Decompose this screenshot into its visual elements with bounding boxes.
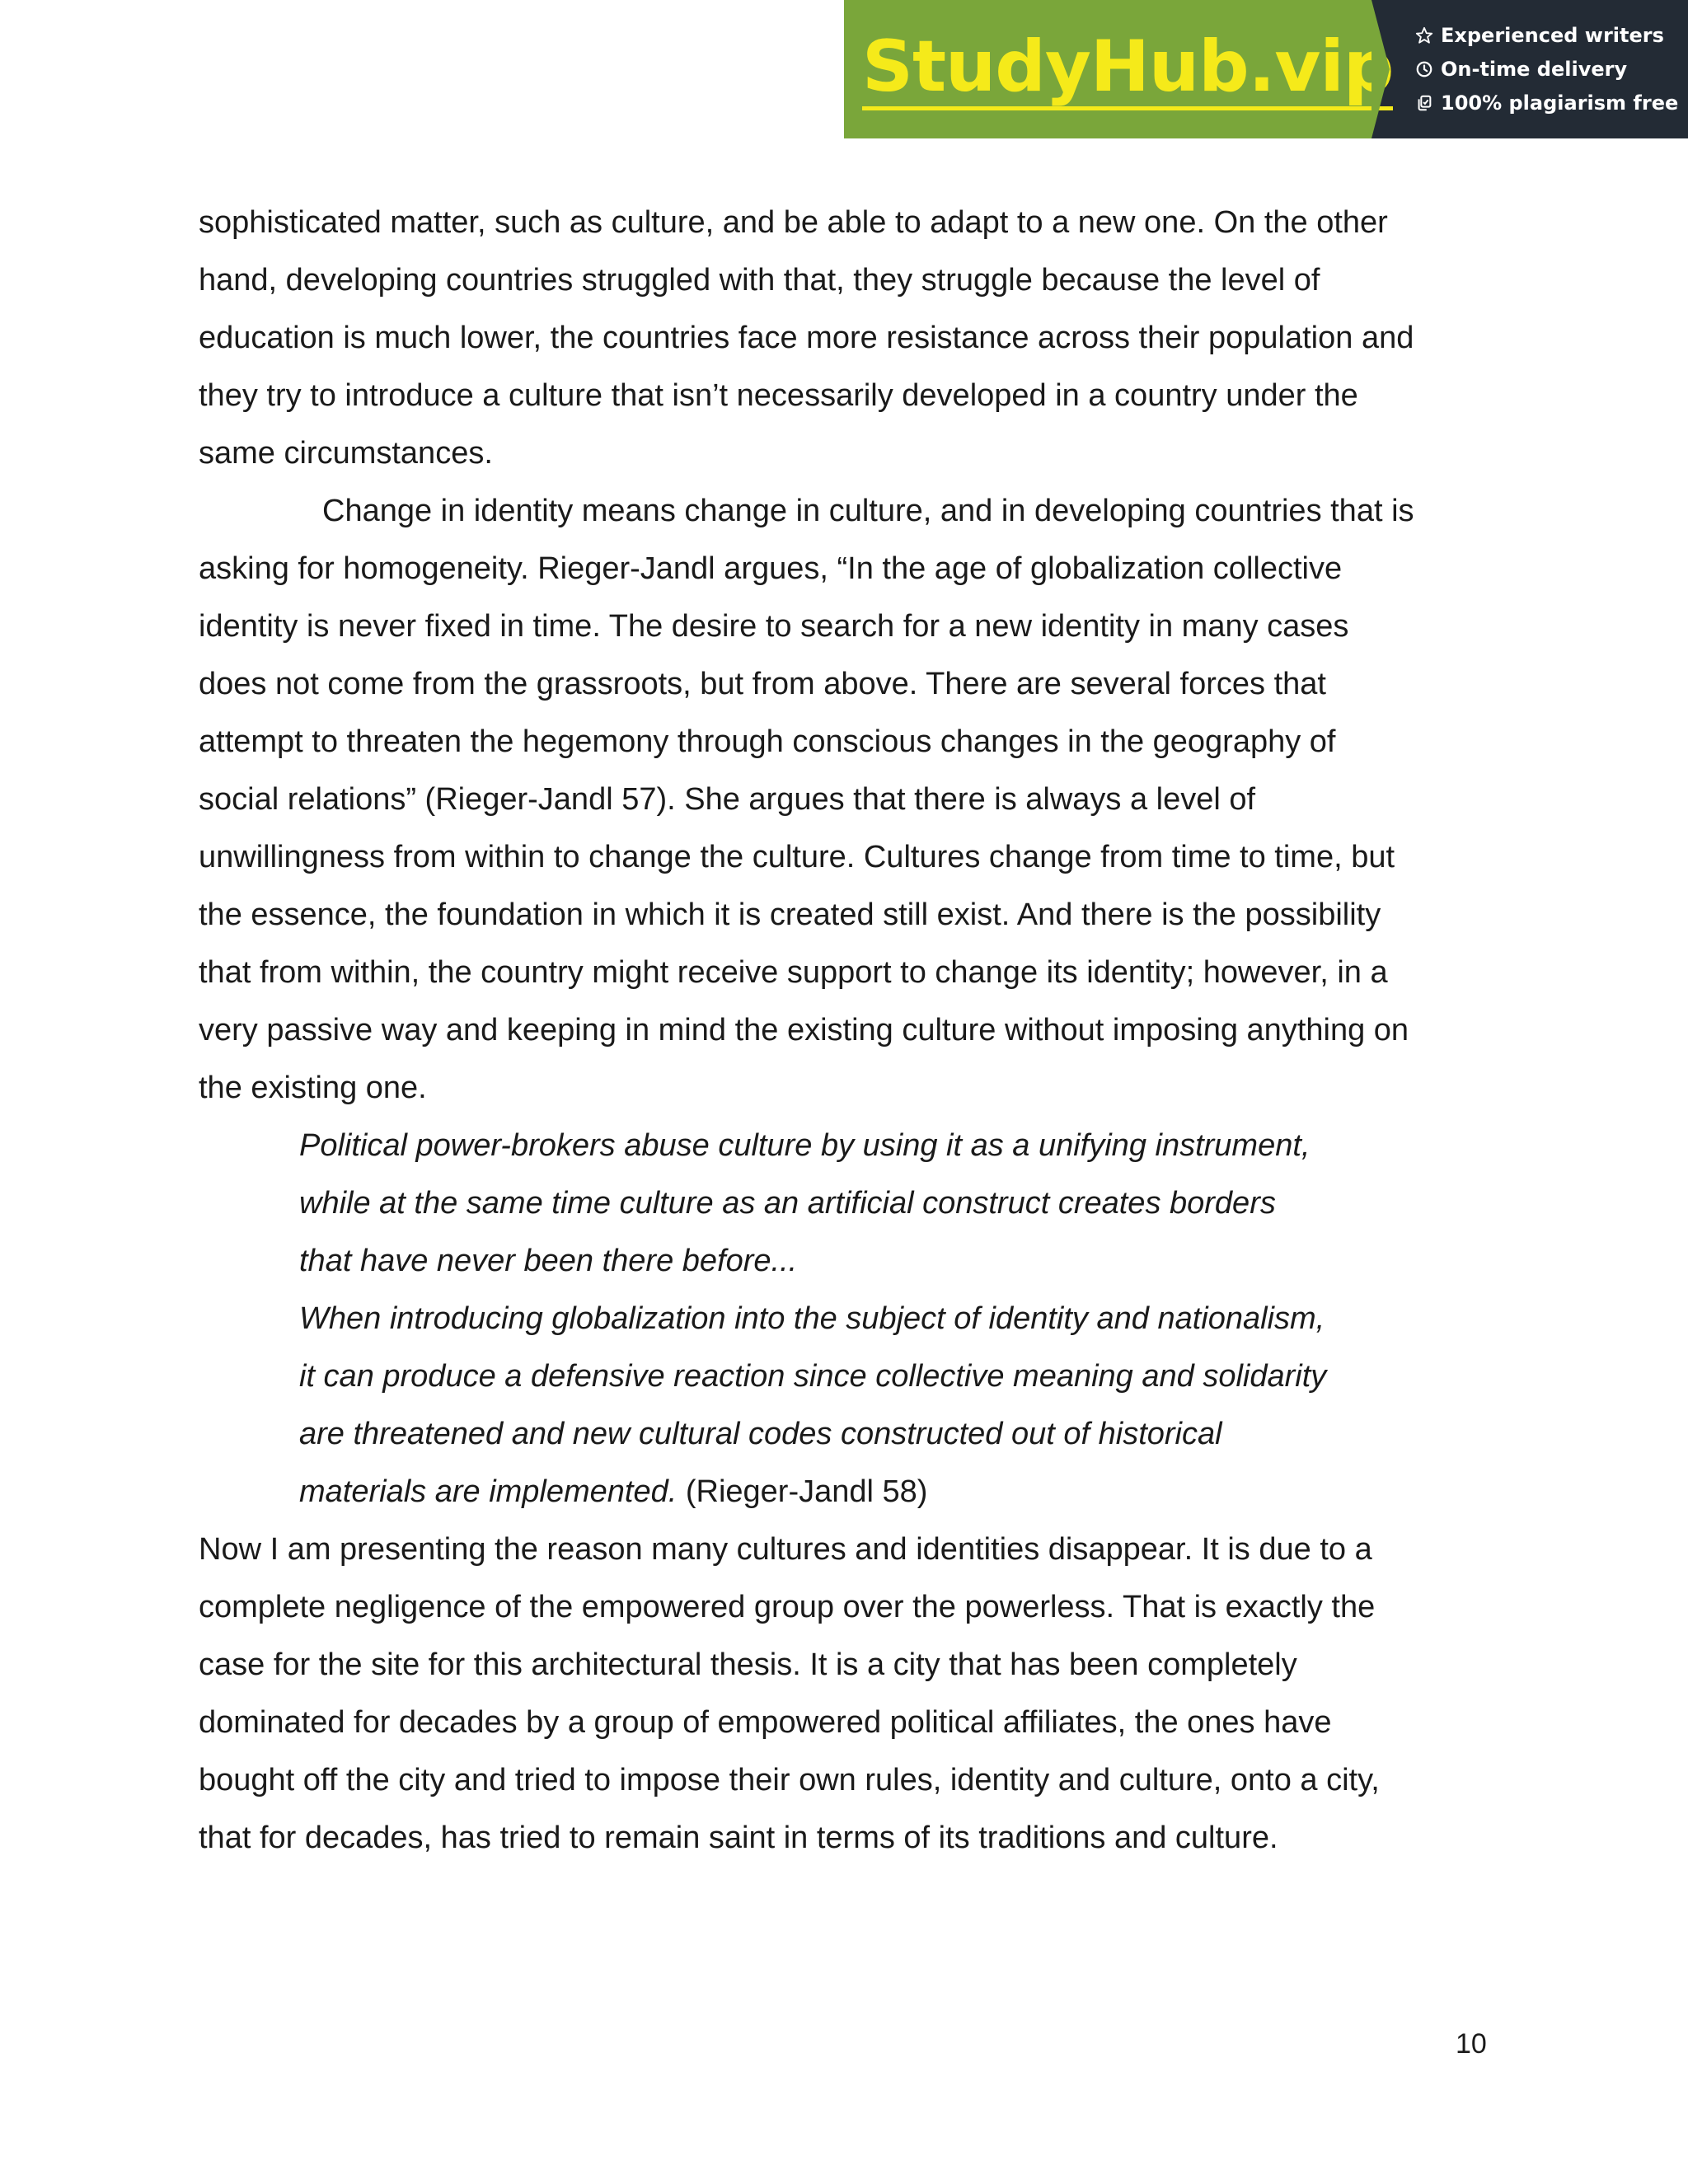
- text-line: hand, developing countries struggled with that, they struggle because the level of: [199, 263, 1320, 298]
- feature-label: 100% plagiarism free: [1441, 91, 1679, 115]
- quote-line: When introducing globalization into the subject of identity and nationalism,: [299, 1301, 1325, 1336]
- text-line: does not come from the grassroots, but from above. There are several forces that: [199, 667, 1326, 701]
- text-line: unwillingness from within to change the culture. Cultures change from time to time, but: [199, 840, 1395, 874]
- quote-last-text: materials are implemented.: [299, 1474, 678, 1509]
- text-line: education is much lower, the countries face more resistance across their population and: [199, 321, 1414, 355]
- banner-features: [1372, 0, 1688, 138]
- quote-line: [199, 1463, 1501, 1521]
- document-body: [199, 194, 1501, 1867]
- feature-on-time-delivery: [1413, 55, 1688, 84]
- text-line: sophisticated matter, such as culture, and be able to adapt to a new one. On the other: [199, 205, 1388, 240]
- quote-line: that have never been there before...: [299, 1244, 798, 1278]
- star-icon: [1413, 26, 1436, 45]
- text-line: identity is never fixed in time. The desire to search for a new identity in many cases: [199, 609, 1349, 644]
- text-line: same circumstances.: [199, 436, 493, 471]
- text-line: very passive way and keeping in mind the existing culture without imposing anything on: [199, 1013, 1409, 1047]
- quote-line: while at the same time culture as an artificial construct creates borders: [299, 1186, 1276, 1221]
- copy-icon: [1413, 94, 1436, 112]
- feature-plagiarism-free: [1413, 89, 1688, 118]
- block-quote: [199, 1117, 1501, 1521]
- text-line: complete negligence of the empowered group over the powerless. That is exactly the: [199, 1590, 1376, 1624]
- text-line: case for the site for this architectural thesis. It is a city that has been completely: [199, 1647, 1297, 1682]
- text-line: the essence, the foundation in which it is created still exist. And there is the possibility: [199, 898, 1381, 932]
- feature-label: On-time delivery: [1441, 58, 1628, 81]
- text-line: attempt to threaten the hegemony through conscious changes in the geography of: [199, 724, 1336, 759]
- banner-arrow-shape: [1372, 0, 1390, 138]
- studyhub-logo[interactable]: [844, 0, 1394, 138]
- quote-line: it can produce a defensive reaction since collective meaning and solidarity: [299, 1359, 1327, 1394]
- text-line: bought off the city and tried to impose their own rules, identity and culture, onto a city,: [199, 1763, 1380, 1797]
- feature-experienced-writers: [1413, 21, 1688, 50]
- text-line: the existing one.: [199, 1071, 427, 1105]
- text-line: asking for homogeneity. Rieger-Jandl argues, “In the age of globalization collective: [199, 551, 1343, 586]
- quote-citation: (Rieger-Jandl 58): [677, 1474, 928, 1509]
- paragraph-3: [199, 1521, 1501, 1867]
- text-line: Now I am presenting the reason many cultures and identities disappear. It is due to a: [199, 1532, 1372, 1567]
- text-line: that for decades, has tried to remain saint in terms of its traditions and culture.: [199, 1821, 1278, 1855]
- quote-line: are threatened and new cultural codes constructed out of historical: [299, 1417, 1222, 1451]
- text-line: social relations” (Rieger-Jandl 57). She argues that there is always a level of: [199, 782, 1256, 817]
- quote-line: Political power-brokers abuse culture by using it as a unifying instrument,: [299, 1128, 1311, 1163]
- studyhub-banner[interactable]: [844, 0, 1688, 138]
- logo-text: StudyHub.vip: [862, 29, 1393, 110]
- clock-icon: [1413, 60, 1436, 78]
- text-line: dominated for decades by a group of empowered political affiliates, the ones have: [199, 1705, 1332, 1740]
- text-line: that from within, the country might receive support to change its identity; however, in a: [199, 955, 1388, 990]
- text-line: they try to introduce a culture that isn’t necessarily developed in a country under the: [199, 378, 1358, 413]
- feature-label: Experienced writers: [1441, 24, 1664, 47]
- paragraph-2: [199, 482, 1501, 1117]
- paragraph-1: [199, 194, 1501, 482]
- page-number: 10: [1456, 2028, 1487, 2060]
- text-line: Change in identity means change in culture, and in developing countries that is: [322, 494, 1414, 528]
